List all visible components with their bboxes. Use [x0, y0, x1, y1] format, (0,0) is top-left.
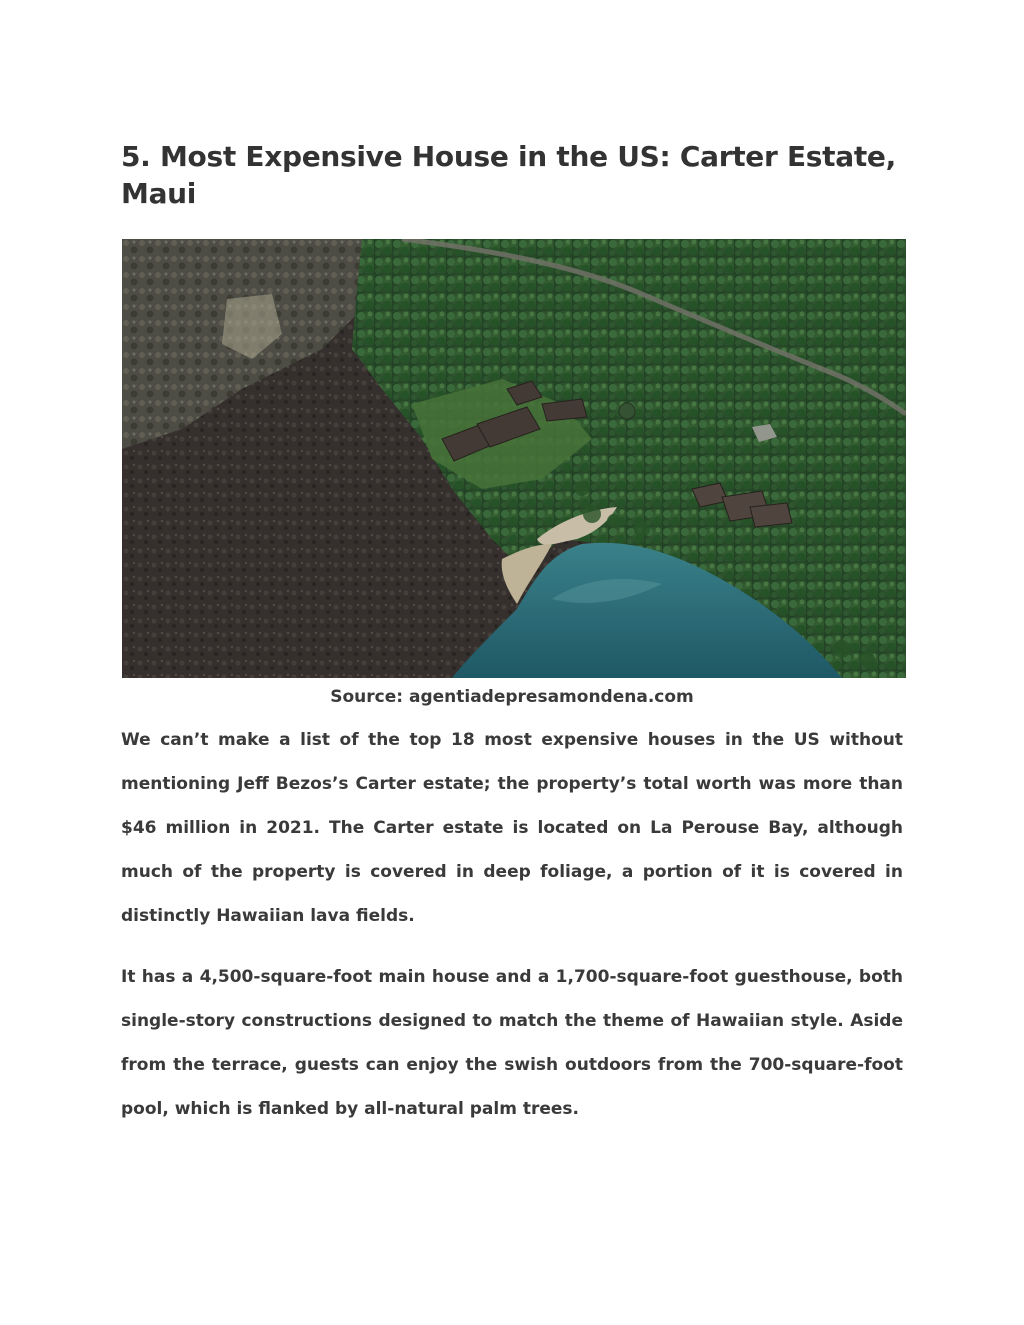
article-heading: 5. Most Expensive House in the US: Carter Estate, Maui: [121, 140, 896, 210]
photo-tone: [122, 239, 906, 678]
aerial-photo-illustration: [122, 239, 906, 678]
article: [121, 138, 903, 1119]
paragraph-2: It has a 4,500-square-foot main house and a 1,700-square-foot guesthouse, both single-story constructions designed to match the theme of Hawaiian style. Aside from the terrace, guests can enjoy the swish outdoors from the 700-square-foot pool, which is flanked by all-natural palm trees.: [121, 967, 903, 1119]
estate-aerial-photo: [122, 239, 906, 678]
image-caption: Source: agentiadepresamondena.com: [330, 687, 694, 707]
paragraph-1: We can’t make a list of the top 18 most expensive houses in the US without mentioning Jeff Bezos’s Carter estate; the property’s total worth was more than $46 million in 2021. The Carter estate is located on La Perouse Bay, although much of the property is covered in deep foliage, a portion of it is covered in distinctly Hawaiian lava fields.: [121, 730, 903, 926]
